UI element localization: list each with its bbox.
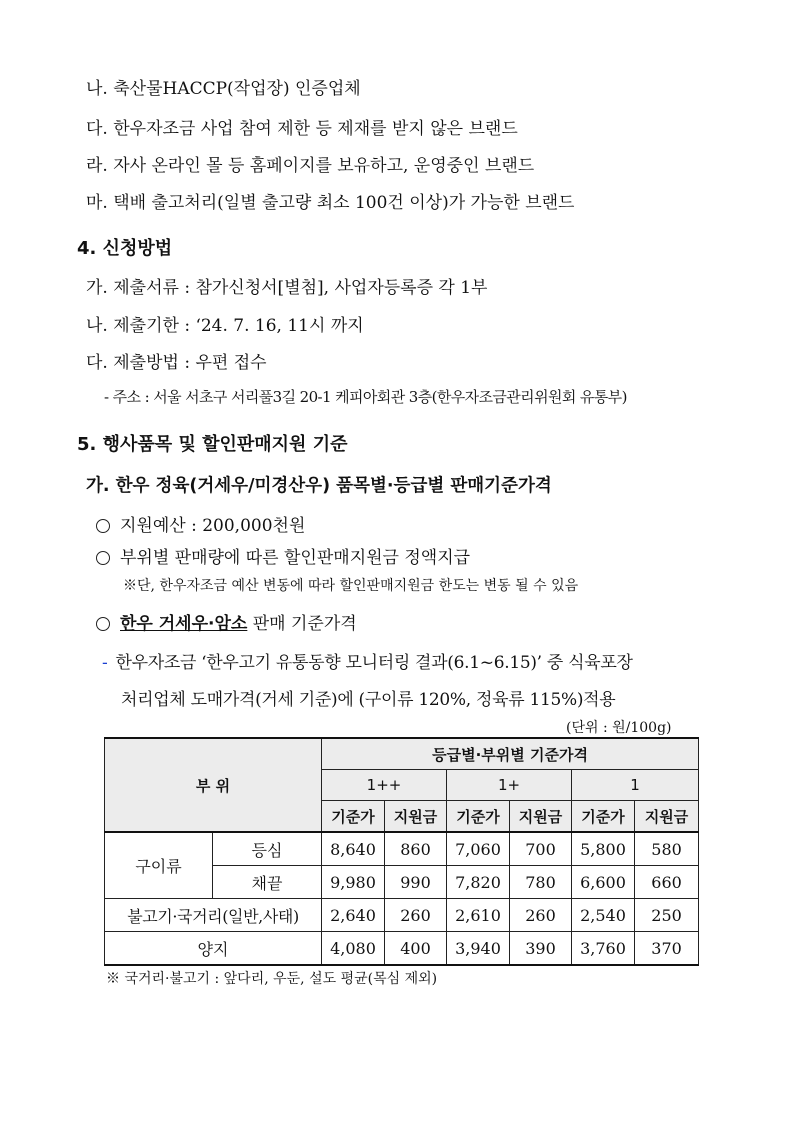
row-part-deungsim: 등심	[213, 832, 322, 866]
row-category-grill: 구이류	[105, 832, 213, 899]
unit-label: (단위 : 원/100g)	[566, 720, 672, 736]
cell: 5,800	[572, 832, 635, 866]
bullet-budget: 지원예산 : 200,000천원	[96, 511, 305, 536]
row-category-yangji: 양지	[105, 932, 322, 966]
cell: 2,610	[447, 899, 510, 932]
header-price: 기준가	[322, 801, 385, 833]
bullet-fixed-payment: 부위별 판매량에 따른 할인판매지원금 정액지급	[96, 543, 470, 568]
cell: 370	[635, 932, 699, 966]
cell: 2,640	[322, 899, 385, 932]
dash-marker: -	[102, 653, 108, 673]
cell: 260	[510, 899, 572, 932]
price-table	[104, 737, 699, 966]
cell: 2,540	[572, 899, 635, 932]
header-group: 등급별·부위별 기준가격	[322, 738, 699, 770]
header-grade-1p: 1+	[447, 770, 572, 801]
header-grade-1pp: 1++	[322, 770, 447, 801]
list-item-ma: 마. 택배 출고처리(일별 출고량 최소 100건 이상)가 가능한 브랜드	[86, 193, 575, 213]
cell: 780	[510, 866, 572, 899]
list-item-da: 다. 한우자조금 사업 참여 제한 등 제재를 받지 않은 브랜드	[86, 119, 518, 139]
list-item-ra: 라. 자사 온라인 몰 등 홈페이지를 보유하고, 운영중인 브랜드	[86, 156, 535, 176]
header-part: 부 위	[105, 738, 322, 832]
list-item-na: 나. 축산물HACCP(작업장) 인증업체	[86, 79, 361, 99]
circle-bullet-icon	[96, 519, 110, 533]
header-grade-1: 1	[572, 770, 699, 801]
row-category-bulgogi: 불고기·국거리(일반,사태)	[105, 899, 322, 932]
note-budget-change: ※단, 한우자조금 예산 변동에 따라 할인판매지원금 한도는 변동 될 수 있음	[123, 578, 579, 594]
cell: 8,640	[322, 832, 385, 866]
cell: 9,980	[322, 866, 385, 899]
cell: 660	[635, 866, 699, 899]
row-part-chaekkeut: 채끝	[213, 866, 322, 899]
dash-line-2: 처리업체 도매가격(거세 기준)에 (구이류 120%, 정육류 115%)적용	[121, 690, 616, 710]
section5-subheading: 가. 한우 정육(거세우/미경산우) 품목별·등급별 판매기준가격	[86, 476, 552, 496]
dash-line-1: - 한우자조금 ‘한우고기 유통동향 모니터링 결과(6.1~6.15)’ 중 식육포장	[102, 653, 633, 673]
table-row	[105, 899, 699, 932]
header-support: 지원금	[635, 801, 699, 833]
section4-address: - 주소 : 서울 서초구 서리풀3길 20-1 케피아회관 3층(한우자조금관리위원회 유통부)	[104, 388, 627, 406]
section4-item-documents: 가. 제출서류 : 참가신청서[별첨], 사업자등록증 각 1부	[86, 278, 488, 298]
cell: 3,940	[447, 932, 510, 966]
table-row	[105, 932, 699, 966]
header-support: 지원금	[510, 801, 572, 833]
cell: 580	[635, 832, 699, 866]
cell: 860	[385, 832, 447, 866]
section4-item-method: 다. 제출방법 : 우편 접수	[86, 353, 267, 373]
cell: 250	[635, 899, 699, 932]
circle-bullet-icon	[96, 617, 110, 631]
section5-heading: 5. 행사품목 및 할인판매지원 기준	[77, 434, 348, 455]
section4-heading: 4. 신청방법	[77, 238, 173, 259]
cell: 400	[385, 932, 447, 966]
header-price: 기준가	[572, 801, 635, 833]
circle-bullet-icon	[96, 551, 110, 565]
cell: 7,060	[447, 832, 510, 866]
table-row	[105, 832, 699, 866]
cell: 7,820	[447, 866, 510, 899]
header-price: 기준가	[447, 801, 510, 833]
cell: 3,760	[572, 932, 635, 966]
cell: 700	[510, 832, 572, 866]
cell: 260	[385, 899, 447, 932]
header-support: 지원금	[385, 801, 447, 833]
cell: 6,600	[572, 866, 635, 899]
footnote: ※ 국거리·불고기 : 앞다리, 우둔, 설도 평균(목심 제외)	[106, 971, 438, 987]
cell: 990	[385, 866, 447, 899]
bullet-base-price: 한우 거세우·암소 판매 기준가격	[96, 609, 357, 634]
cell: 390	[510, 932, 572, 966]
cell: 4,080	[322, 932, 385, 966]
section4-item-deadline: 나. 제출기한 : ‘24. 7. 16, 11시 까지	[86, 316, 364, 336]
